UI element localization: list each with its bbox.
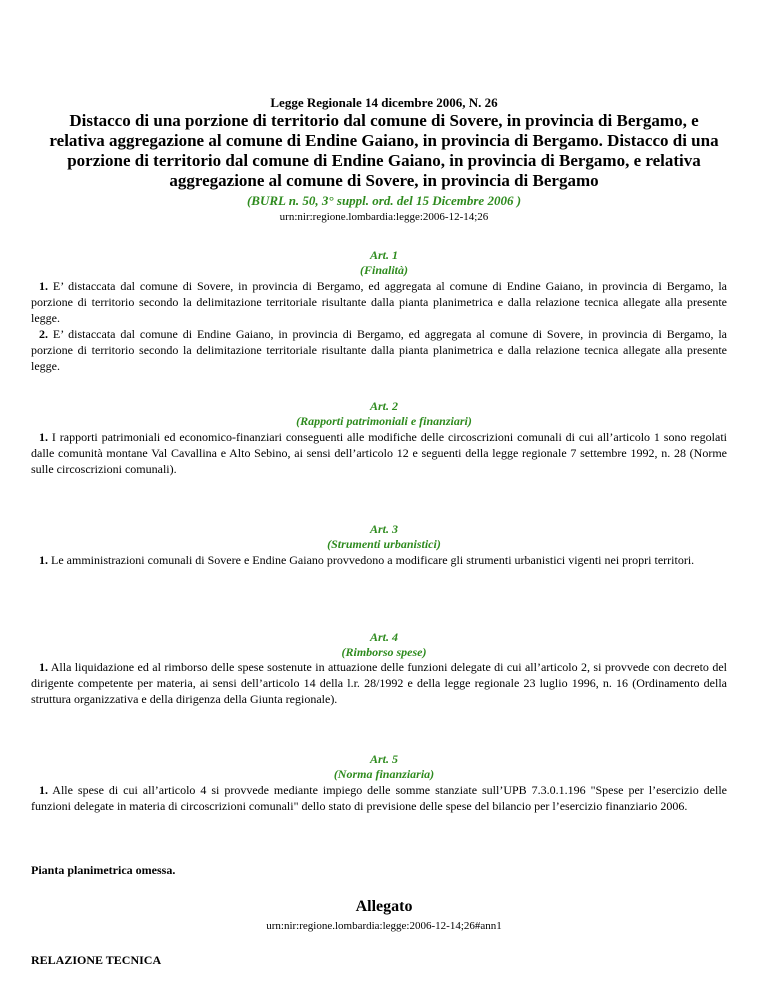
article-number: Art. 5 [369,752,398,766]
article-heading: (Rapporti patrimoniali e finanziari) [296,414,472,428]
article-2-header [0,399,768,429]
article-1-body [31,278,727,374]
paragraph-number: 1. [39,430,48,444]
paragraph-number: 1. [39,783,48,797]
article-5-header [0,752,768,782]
article-paragraph [31,326,727,374]
article-1-header [0,248,768,278]
paragraph-text: Alle spese di cui all’articolo 4 si provvede mediante impiego delle somme stanziate sull’UPB 7.3.0.1.196 "Spese per l’esercizio delle funzioni delegate in materia di circoscrizioni comunali" dello stato di previsione delle spese del bilancio per l’esercizio finanziario 2006. [31,783,727,813]
omitted-map-note: Pianta planimetrica omessa. [31,863,176,877]
article-paragraph [31,659,727,707]
allegato-urn: urn:nir:regione.lombardia:legge:2006-12-14;26#ann1 [266,920,502,932]
article-number: Art. 3 [369,522,398,536]
article-number: Art. 1 [369,248,398,262]
law-urn: urn:nir:regione.lombardia:legge:2006-12-14;26 [279,211,489,223]
paragraph-text: Le amministrazioni comunali di Sovere e Endine Gaiano provvedono a modificare gli strumenti urbanistici vigenti nei propri territori. [48,553,695,567]
article-5-body [31,782,727,814]
allegato-heading: Allegato [355,898,413,915]
paragraph-text: I rapporti patrimoniali ed economico-finanziari conseguenti alle modifiche delle circoscrizioni comunali di cui all’articolo 1 sono regolati dalle comunità montane Val Cavallina e Alto Sebino, ai sensi dell’articolo 12 e seguenti della legge regionale 7 settembre 1992, n. 28 (Norme sulle circoscrizioni comunali). [31,430,727,476]
article-heading: (Strumenti urbanistici) [327,537,441,551]
article-4-body [31,659,727,707]
article-4-header [0,630,768,660]
article-heading: (Rimborso spese) [341,645,427,659]
paragraph-text: Alla liquidazione ed al rimborso delle spese sostenute in attuazione delle funzioni delegate di cui all’articolo 2, si provvede con decreto del dirigente competente per materia, ai sensi dell’articolo 14 della l.r. 28/1992 e della legge regionale 23 luglio 1996, n. 16 (Ordinamento della struttura organizzativa e della dirigenza della Giunta regionale). [31,660,727,706]
burl-reference: (BURL n. 50, 3° suppl. ord. del 15 Dicembre 2006 ) [246,193,522,208]
article-paragraph [31,782,727,814]
article-number: Art. 4 [369,630,398,644]
article-paragraph [31,278,727,326]
law-reference: Legge Regionale 14 dicembre 2006, N. 26 [270,95,498,110]
relazione-tecnica-heading: RELAZIONE TECNICA [31,953,162,967]
paragraph-number: 1. [39,553,48,567]
article-heading: (Norma finanziaria) [333,767,435,781]
article-heading: (Finalità) [359,263,408,277]
article-3-body [31,552,727,568]
article-number: Art. 2 [369,399,398,413]
paragraph-text: E’ distaccata dal comune di Sovere, in provincia di Bergamo, ed aggregata al comune di Endine Gaiano, in provincia di Bergamo, la porzione di territorio secondo la delimitazione territoriale risultante dalla pianta planimetrica e dalla relazione tecnica allegate alla presente legge. [31,279,727,325]
paragraph-text: E’ distaccata dal comune di Endine Gaiano, in provincia di Bergamo, ed aggregata al comune di Sovere, in provincia di Bergamo, la porzione di territorio secondo la delimitazione territoriale risultante dalla pianta planimetrica e dalla relazione tecnica allegate alla presente legge. [31,327,727,373]
law-title: Distacco di una porzione di territorio dal comune di Sovere, in provincia di Bergamo, e relativa aggregazione al comune di Endine Gaiano, in provincia di Bergamo. Distacco di una porzione di territorio dal comune di Endine Gaiano, in provincia di Bergamo, e relativa aggregazione al comune di Sovere, in provincia di Bergamo [49,111,719,190]
article-paragraph [31,429,727,477]
article-3-header [0,522,768,552]
article-2-body [31,429,727,477]
paragraph-number: 1. [39,660,48,674]
article-paragraph [31,552,727,568]
paragraph-number: 2. [39,327,48,341]
paragraph-number: 1. [39,279,48,293]
